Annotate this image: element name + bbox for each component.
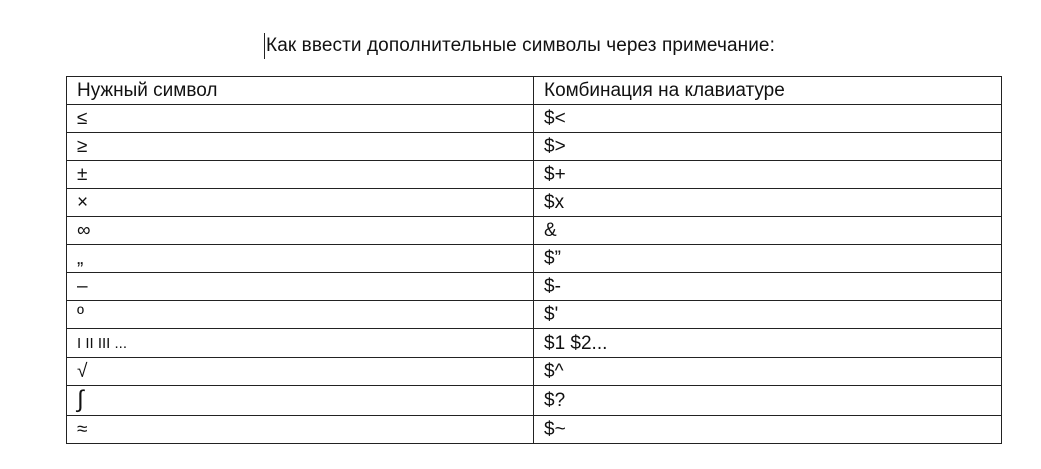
symbol-text: √ [77, 361, 88, 382]
table-row [67, 189, 1002, 217]
combination-cell[interactable]: $~ [534, 416, 1002, 444]
symbol-text: ≈ [77, 419, 88, 440]
combination-cell[interactable]: $1 $2... [534, 329, 1002, 358]
symbol-text: „ [77, 248, 84, 269]
symbols-table [66, 76, 1002, 444]
symbol-text: ≤ [77, 108, 88, 129]
table-row [67, 301, 1002, 329]
document-title[interactable]: Как ввести дополнительные символы через примечание: [266, 35, 775, 56]
header-combination[interactable]: Комбинация на клавиатуре [534, 77, 1002, 105]
symbol-text: ∫ [77, 386, 84, 413]
symbol-cell[interactable] [67, 189, 534, 217]
symbol-cell[interactable] [67, 358, 534, 386]
symbol-text: I II III ... [77, 335, 128, 352]
table-row [67, 133, 1002, 161]
header-symbol[interactable]: Нужный символ [67, 77, 534, 105]
table-header-row [67, 77, 1002, 105]
symbol-cell[interactable] [67, 301, 534, 329]
symbol-text: ± [77, 164, 88, 185]
combination-cell[interactable]: $> [534, 133, 1002, 161]
combination-cell[interactable]: $' [534, 301, 1002, 329]
symbol-text: – [77, 276, 88, 297]
symbol-cell[interactable] [67, 217, 534, 245]
table-row [67, 273, 1002, 301]
symbol-text: × [77, 192, 89, 213]
symbol-cell[interactable] [67, 133, 534, 161]
symbol-cell[interactable] [67, 273, 534, 301]
combination-cell[interactable]: $x [534, 189, 1002, 217]
combination-cell[interactable]: $< [534, 105, 1002, 133]
symbol-cell[interactable] [67, 329, 534, 358]
symbol-cell[interactable] [67, 386, 534, 416]
table-row [67, 358, 1002, 386]
symbol-cell[interactable] [67, 161, 534, 189]
table-row [67, 386, 1002, 416]
combination-cell[interactable]: $” [534, 245, 1002, 273]
symbol-text: ≥ [77, 136, 88, 157]
symbol-cell[interactable] [67, 105, 534, 133]
table-row [67, 416, 1002, 444]
table-row [67, 161, 1002, 189]
symbol-text: º [77, 304, 84, 325]
combination-cell[interactable]: $^ [534, 358, 1002, 386]
symbol-cell[interactable] [67, 416, 534, 444]
table-row [67, 329, 1002, 358]
table-row [67, 217, 1002, 245]
combination-cell[interactable]: & [534, 217, 1002, 245]
symbol-text: ∞ [77, 220, 91, 241]
table-row [67, 245, 1002, 273]
symbol-cell[interactable] [67, 245, 534, 273]
table-row [67, 105, 1002, 133]
combination-cell[interactable]: $- [534, 273, 1002, 301]
combination-cell[interactable]: $+ [534, 161, 1002, 189]
combination-cell[interactable]: $? [534, 386, 1002, 416]
